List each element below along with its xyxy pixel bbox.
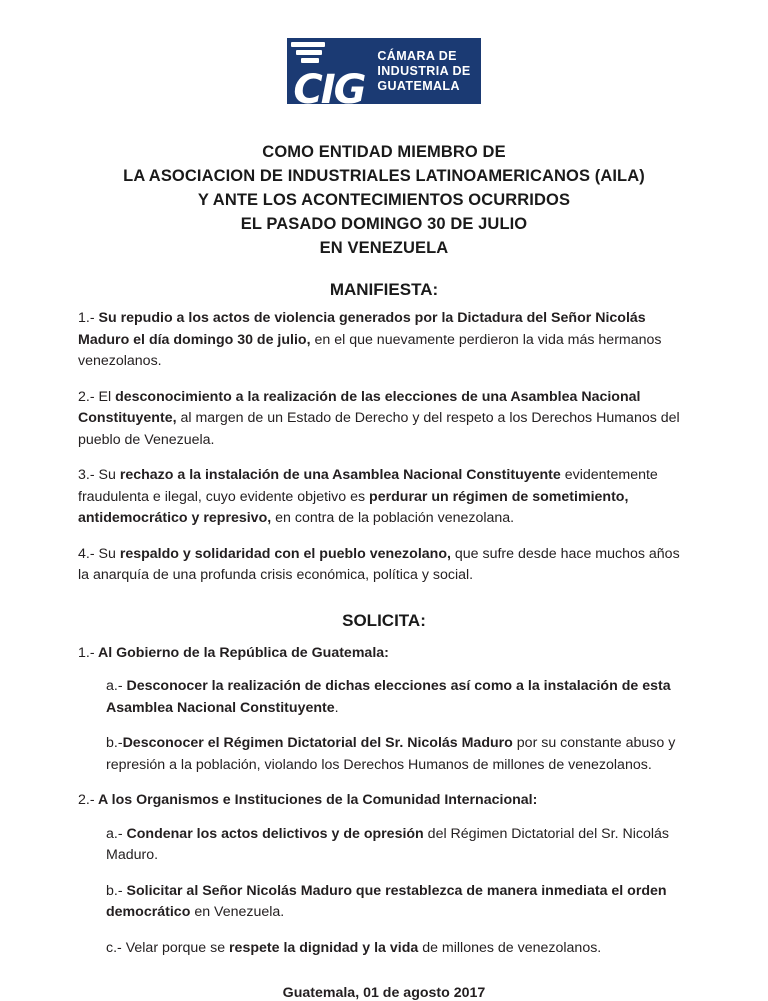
solicita-group-2-item-b — [106, 881, 690, 924]
item-rest: de millones de venezolanos. — [418, 939, 602, 956]
manifiesta-item-4 — [78, 544, 690, 587]
logo-line-1: CÁMARA DE — [377, 49, 457, 63]
item-bold: Condenar los actos delictivos y de opresión — [122, 825, 424, 842]
solicita-group-2-heading — [78, 790, 690, 812]
logo-acronym: CIG — [293, 67, 365, 104]
signoff-line: Guatemala, 01 de agosto 2017 — [282, 985, 486, 1001]
group-number: 2.- — [78, 792, 95, 808]
logo-wordmark — [371, 38, 480, 104]
headline-line-4: EL PASADO DOMINGO 30 DE JULIO — [240, 215, 528, 233]
section-title-manifiesta: MANIFIESTA: — [329, 280, 439, 299]
manifiesta-item-3 — [78, 465, 690, 530]
item-number: 2.- — [78, 388, 95, 405]
item-bold: respaldo y solidaridad con el pueblo venezolano, — [119, 545, 451, 562]
item-rest: al margen de un Estado de Derecho y del respeto a los Derechos Humanos del pueblo de Venezuela. — [78, 410, 680, 448]
item-letter: b.- — [106, 735, 123, 751]
item-number: 1.- — [78, 310, 95, 326]
item-lead: El — [94, 388, 116, 405]
item-rest: que sufre desde hace muchos años la anarquía de una profunda crisis económica, política y social. — [78, 545, 680, 583]
item-lead: Su — [94, 545, 120, 562]
item-number: 4.- — [78, 545, 95, 562]
logo-bars-icon — [291, 42, 325, 66]
item-bold: Solicitar al Señor Nicolás Maduro que restablezca de manera inmediata el orden democrático — [106, 882, 667, 920]
item-number: 3.- — [78, 467, 95, 483]
item-letter: a.- — [106, 678, 123, 694]
headline-line-3: Y ANTE LOS ACONTECIMIENTOS OCURRIDOS — [197, 191, 571, 209]
group-heading-text: A los Organismos e Instituciones de la Comunidad Internacional: — [94, 792, 538, 808]
solicita-group-2-item-c — [106, 938, 690, 960]
group-heading-text: Al Gobierno de la República de Guatemala: — [94, 644, 389, 661]
logo-line-3: GUATEMALA — [377, 79, 460, 93]
solicita-group-2-item-a — [106, 824, 690, 867]
item-lead: Velar porque se — [121, 939, 230, 956]
manifiesta-item-1 — [78, 308, 690, 373]
item-rest: en el que nuevamente perdieron la vida más hermanos venezolanos. — [78, 331, 662, 369]
item-letter: c.- — [106, 939, 122, 956]
cig-logo — [287, 38, 480, 104]
item-bold-2: perdurar un régimen de sometimiento, antidemocrático y represivo, — [78, 488, 629, 526]
solicita-group-1-item-b — [106, 733, 690, 776]
item-bold: Desconocer el Régimen Dictatorial del Sr. Nicolás Maduro — [122, 735, 513, 751]
item-bold: rechazo a la instalación de una Asamblea Nacional Constituyente — [119, 467, 561, 483]
item-rest-2: en contra de la población venezolana. — [271, 510, 515, 526]
logo-line-2: INDUSTRIA DE — [377, 64, 471, 78]
manifiesta-item-2 — [78, 387, 690, 452]
item-letter: b.- — [106, 882, 123, 899]
item-bold: respete la dignidad y la vida — [229, 939, 419, 956]
item-rest: evidentemente fraudulenta e ilegal, cuyo evidente objetivo es — [78, 467, 658, 505]
solicita-group-1-heading — [78, 643, 690, 665]
item-rest: por su constante abuso y represión a la población, violando los Derechos Humanos de millones de venezolanos. — [106, 735, 676, 773]
headline-line-5: EN VENEZUELA — [319, 239, 449, 257]
headline-line-2: LA ASOCIACION DE INDUSTRIALES LATINOAMERICANOS (AILA) — [123, 167, 645, 185]
logo-header — [78, 0, 690, 104]
item-bold: Su repudio a los actos de violencia generados por la Dictadura del Señor Nicolás Maduro el día domingo 30 de julio, — [78, 310, 646, 348]
solicita-group-1-item-a — [106, 676, 690, 719]
headline-line-1: COMO ENTIDAD MIEMBRO DE — [262, 143, 506, 161]
item-rest: en Venezuela. — [190, 904, 285, 920]
logo-mark-icon — [287, 38, 371, 104]
item-bold: Desconocer la realización de dichas elecciones así como a la instalación de esta Asamblea Nacional Constituyente — [106, 678, 671, 716]
section-title-solicita: SOLICITA: — [342, 610, 426, 630]
item-lead: Su — [94, 467, 120, 483]
item-rest: del Régimen Dictatorial del Sr. Nicolás Maduro. — [106, 825, 669, 863]
item-rest: . — [334, 699, 339, 716]
document-headline — [78, 140, 690, 260]
item-bold: desconocimiento a la realización de las elecciones de una Asamblea Nacional Constituyente, — [78, 388, 641, 426]
group-number: 1.- — [78, 644, 95, 661]
item-letter: a.- — [106, 825, 123, 842]
